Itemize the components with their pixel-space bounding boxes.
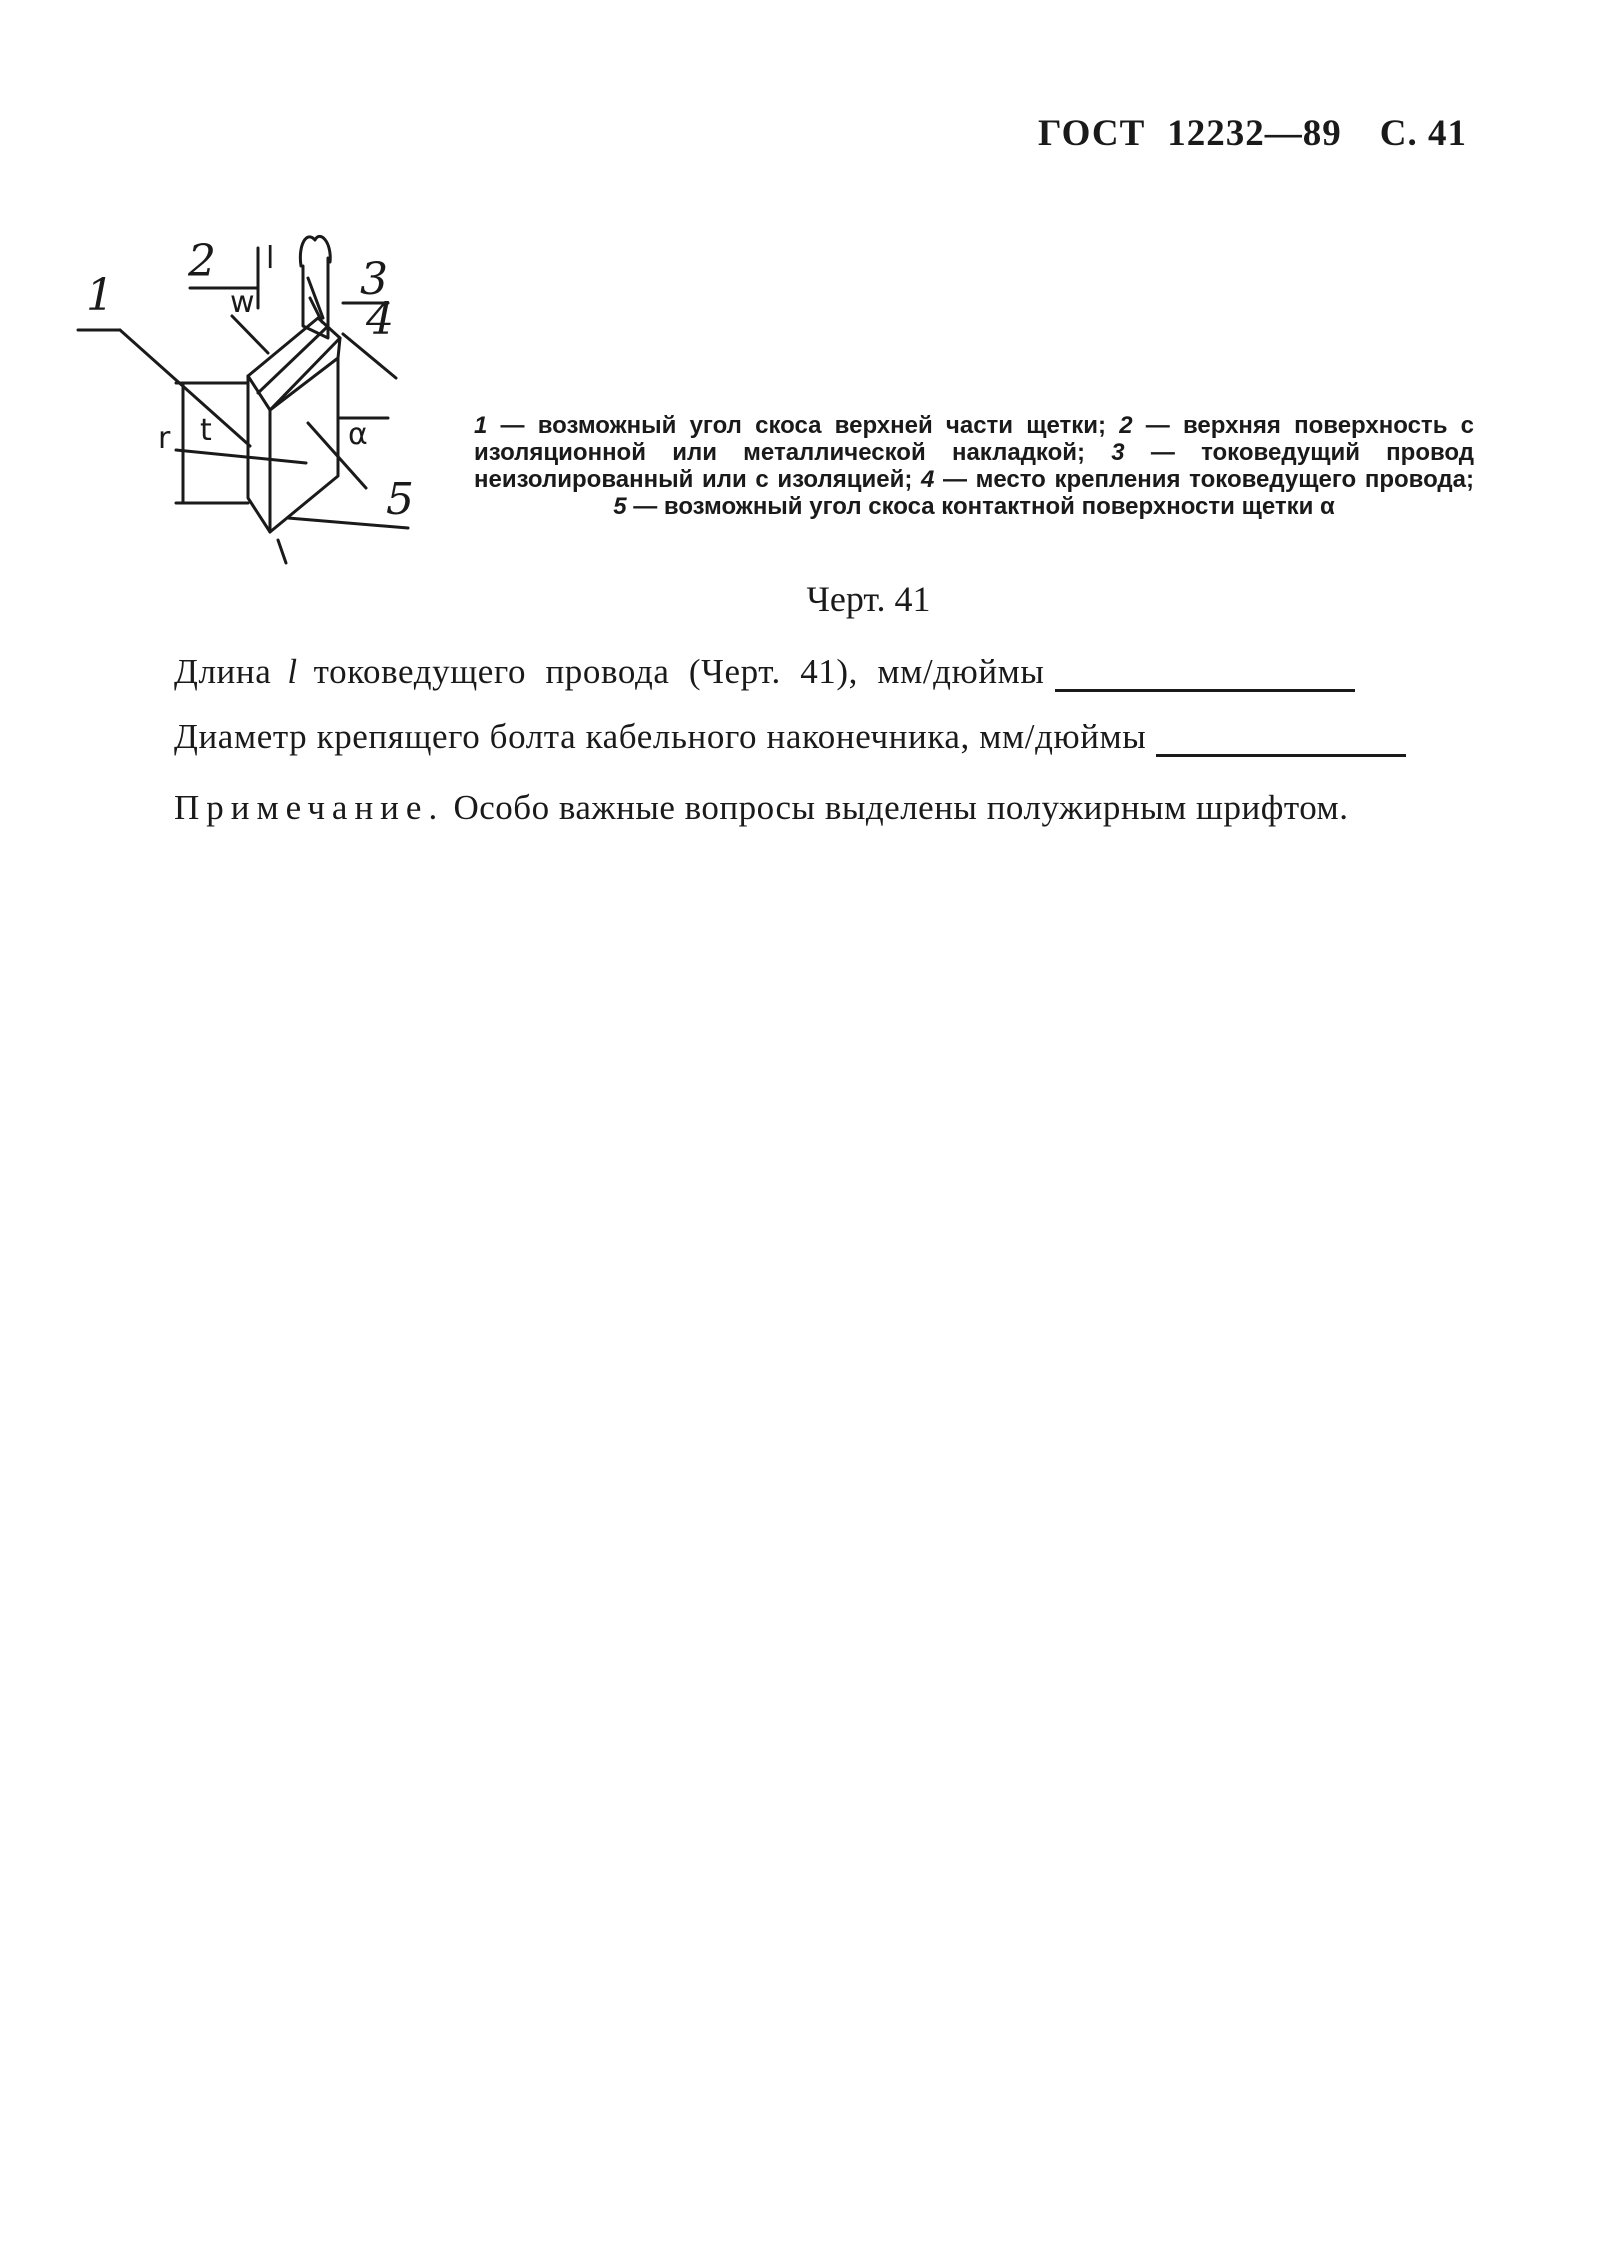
legend-text: — верхняя поверхность с изоляционной или металлической накладкой; bbox=[474, 412, 1474, 466]
bevel-arrow bbox=[278, 540, 286, 563]
dimension-alpha-label: α bbox=[348, 417, 368, 452]
diameter-field bbox=[174, 717, 1406, 757]
callout-5: 5 bbox=[386, 474, 414, 525]
legend-number: 4 bbox=[920, 466, 935, 493]
dimension-l-label: l bbox=[266, 241, 275, 276]
page-number: С. 41 bbox=[1379, 113, 1467, 154]
figure-caption: Черт. 41 bbox=[806, 579, 931, 619]
legend-text: — место крепления токоведущего провода; bbox=[942, 466, 1475, 493]
standard-label: ГОСТ bbox=[1038, 113, 1146, 154]
legend-text: — токоведущий провод неизолированный или с изоляцией; bbox=[474, 439, 1475, 493]
legend-text: — возможный угол скоса контактной поверхности щетки α bbox=[633, 493, 1335, 520]
diameter-blank-line[interactable] bbox=[1156, 724, 1406, 757]
leader-1 bbox=[120, 330, 250, 446]
page-header bbox=[1038, 112, 1467, 155]
note-label: Примечание. bbox=[174, 788, 445, 827]
length-blank-line[interactable] bbox=[1055, 659, 1355, 692]
callout-1: 1 bbox=[86, 270, 114, 321]
length-variable: l bbox=[287, 652, 298, 691]
length-field bbox=[174, 652, 1355, 692]
brush-front-face bbox=[248, 376, 270, 532]
legend-number: 1 bbox=[474, 412, 488, 439]
diameter-field-label: Диаметр крепящего болта кабельного наконечника, мм/дюймы bbox=[174, 717, 1147, 756]
legend-number: 3 bbox=[1111, 439, 1125, 466]
brush-drawing bbox=[86, 218, 438, 548]
legend-text: — возможный угол скоса верхней части щетки; bbox=[500, 412, 1107, 439]
standard-number: 12232—89 bbox=[1167, 113, 1342, 154]
callout-3: 3 bbox=[360, 254, 388, 305]
length-field-label: токоведущего провода (Черт. 41), мм/дюймы bbox=[313, 652, 1045, 691]
dimension-r-label: r bbox=[158, 421, 171, 456]
dimension-w-label: w bbox=[230, 285, 255, 320]
brush-drawing-svg bbox=[86, 218, 438, 548]
dimension-w-line bbox=[232, 316, 268, 353]
callout-4: 4 bbox=[366, 294, 394, 345]
legend-number: 2 bbox=[1119, 412, 1133, 439]
legend-number: 5 bbox=[613, 493, 627, 520]
figure-legend bbox=[474, 412, 1474, 520]
length-field-prefix: Длина bbox=[174, 652, 272, 691]
dimension-t-line bbox=[176, 450, 306, 463]
note bbox=[174, 788, 1348, 828]
cable-lug bbox=[300, 236, 330, 266]
dimension-t-label: t bbox=[200, 413, 212, 448]
callout-2: 2 bbox=[188, 236, 216, 287]
note-text: Особо важные вопросы выделены полужирным шрифтом. bbox=[453, 788, 1349, 827]
